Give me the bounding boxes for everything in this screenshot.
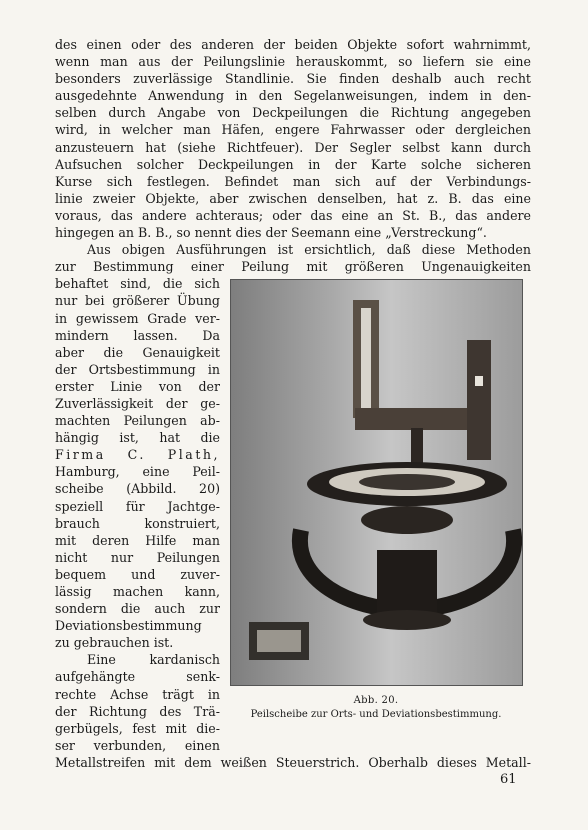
text-line: machten Peilungen ab- xyxy=(55,413,220,429)
text-line: linie zweier Objekte, aber zwischen denselben, hat z. B. das eine xyxy=(55,190,531,206)
figure-photo xyxy=(230,279,523,686)
bearing-disc-illustration xyxy=(231,280,522,685)
text-line: bequem und zuver- xyxy=(55,566,220,582)
text-line: Aus obigen Ausführungen ist ersichtlich, daß diese Methoden xyxy=(87,242,531,258)
page-number: 61 xyxy=(500,772,517,787)
text-line: zur Bestimmung einer Peilung mit größeren Ungenauigkeiten xyxy=(55,259,531,275)
top-paragraphs xyxy=(55,36,531,275)
text-line: hängig ist, hat die xyxy=(55,430,220,446)
text-line: mindern lassen. Da xyxy=(55,327,220,343)
text-line: Kurse sich festlegen. Befindet man sich auf der Verbindungs- xyxy=(55,173,531,189)
text-line: erster Linie von der xyxy=(55,378,220,394)
text-line: aufgehängte senk- xyxy=(55,669,220,685)
text-line: wenn man aus der Peilungslinie herauskommt, so liefern sie eine xyxy=(55,54,531,70)
text-line: behaftet sind, die sich xyxy=(55,276,220,292)
text-line: nur bei größerer Übung xyxy=(55,293,220,309)
text-line: ausgedehnte Anwendung in den Segelanweisungen, indem in den- xyxy=(55,88,531,104)
text-line: sondern die auch zur xyxy=(55,601,220,617)
figure-20 xyxy=(230,279,522,720)
text-with-figure xyxy=(55,275,531,770)
text-line: scheibe (Abbild. 20) xyxy=(55,481,220,497)
text-line: nicht nur Peilungen xyxy=(55,549,220,565)
text-line: mit deren Hilfe man xyxy=(55,532,220,548)
text-line: lässig machen kann, xyxy=(55,584,220,599)
text-line: Firma C. Plath, xyxy=(55,447,220,463)
text-line: Hamburg, eine Peil- xyxy=(55,464,220,480)
text-line: Aufsuchen solcher Deckpeilungen in der Karte solche sicheren xyxy=(55,156,531,172)
text-line: speziell für Jachtge- xyxy=(55,498,220,514)
text-line: ser verbunden, einen xyxy=(55,737,220,753)
text-line: anzusteuern hat (siehe Richtfeuer). Der Segler selbst kann durch xyxy=(55,139,531,155)
text-line: Deviationsbestimmung xyxy=(55,618,202,634)
text-line: besonders zuverlässige Standlinie. Sie finden deshalb auch recht xyxy=(55,71,531,87)
text-line: aber die Genauigkeit xyxy=(55,344,220,360)
text-line: Metallstreifen mit dem weißen Steuerstrich. Oberhalb dieses Metall- xyxy=(55,754,531,770)
text-line: hingegen an B. B., so nennt dies der Seemann eine „Verstreckung“. xyxy=(55,225,487,241)
text-line: des einen oder des anderen der beiden Objekte sofort wahrnimmt, xyxy=(55,37,531,52)
text-line: der Ortsbestimmung in xyxy=(55,361,220,377)
text-line: rechte Achse trägt in xyxy=(55,686,220,702)
text-line: selben durch Angabe von Deckpeilungen die Richtung angegeben xyxy=(55,105,531,121)
text-line: wird, in welcher man Häfen, engere Fahrwasser oder dergleichen xyxy=(55,122,531,138)
text-line: gerbügels, fest mit die- xyxy=(55,720,220,736)
text-line: Zuverlässigkeit der ge- xyxy=(55,395,220,411)
text-line: der Richtung des Trä- xyxy=(55,703,220,719)
figure-number: Abb. 20. xyxy=(353,695,399,707)
text-line: zu gebrauchen ist. xyxy=(55,635,174,651)
text-line: voraus, das andere achteraus; oder das eine an St. B., das andere xyxy=(55,207,531,223)
text-line: brauch konstruiert, xyxy=(55,515,220,531)
text-line: Eine kardanisch xyxy=(87,652,220,668)
page-body xyxy=(55,36,531,770)
figure-caption: Peilscheibe zur Orts- und Deviationsbestimmung. xyxy=(250,709,502,721)
text-line: in gewissem Grade ver- xyxy=(55,310,220,326)
